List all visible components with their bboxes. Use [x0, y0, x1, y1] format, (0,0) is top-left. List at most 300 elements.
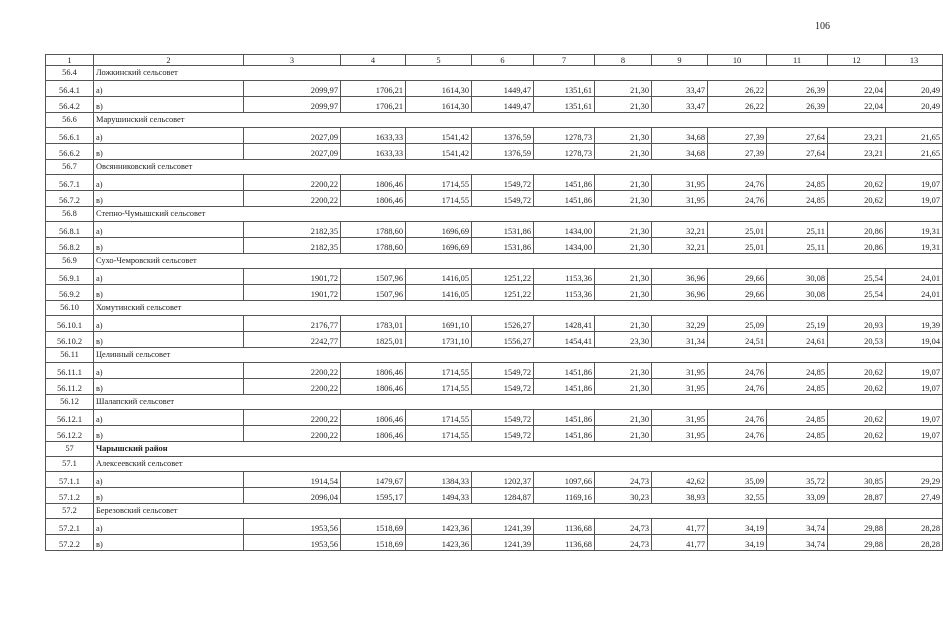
- table-row: [46, 379, 943, 395]
- table-cell: 2200,22: [244, 379, 341, 395]
- table-cell: 31,34: [652, 332, 708, 348]
- table-cell: 21,30: [595, 316, 652, 332]
- section-row: [46, 348, 943, 363]
- section-name: Березовский сельсовет: [94, 504, 943, 519]
- table-cell: 1136,68: [534, 519, 595, 535]
- table-cell: 24,01: [886, 285, 943, 301]
- table-cell: 1241,39: [472, 519, 534, 535]
- table-cell: 1423,36: [406, 519, 472, 535]
- section-name: Хомутинский сельсовет: [94, 301, 943, 316]
- table-cell: 19,31: [886, 238, 943, 254]
- table-cell: 1251,22: [472, 269, 534, 285]
- row-code: 56.10.2: [46, 332, 94, 348]
- table-cell: 21,30: [595, 363, 652, 379]
- row-label: а): [94, 363, 244, 379]
- table-cell: 2200,22: [244, 410, 341, 426]
- table-cell: 1434,00: [534, 238, 595, 254]
- table-cell: 1806,46: [341, 191, 406, 207]
- column-header: 5: [406, 55, 472, 66]
- table-cell: 24,01: [886, 269, 943, 285]
- table-cell: 21,30: [595, 222, 652, 238]
- row-label: а): [94, 316, 244, 332]
- table-cell: 30,85: [828, 472, 886, 488]
- table-cell: 24,85: [767, 191, 828, 207]
- table-cell: 20,49: [886, 81, 943, 97]
- table-cell: 31,95: [652, 191, 708, 207]
- table-cell: 1714,55: [406, 175, 472, 191]
- table-cell: 31,95: [652, 426, 708, 442]
- table-cell: 1691,10: [406, 316, 472, 332]
- table-cell: 2200,22: [244, 191, 341, 207]
- row-label: а): [94, 128, 244, 144]
- row-code: 56.6.2: [46, 144, 94, 160]
- table-cell: 1376,59: [472, 144, 534, 160]
- table-cell: 1153,36: [534, 285, 595, 301]
- table-cell: 1706,21: [341, 81, 406, 97]
- table-cell: 2099,97: [244, 97, 341, 113]
- table-cell: 2176,77: [244, 316, 341, 332]
- table-cell: 28,28: [886, 535, 943, 551]
- table-row: [46, 426, 943, 442]
- row-label: а): [94, 410, 244, 426]
- table-row: [46, 363, 943, 379]
- row-code: 56.8: [46, 207, 94, 222]
- table-cell: 1549,72: [472, 363, 534, 379]
- table-cell: 1451,86: [534, 410, 595, 426]
- table-cell: 21,30: [595, 128, 652, 144]
- table-cell: 1451,86: [534, 363, 595, 379]
- table-cell: 24,76: [708, 191, 767, 207]
- table-cell: 24,85: [767, 426, 828, 442]
- table-cell: 38,93: [652, 488, 708, 504]
- table-cell: 1454,41: [534, 332, 595, 348]
- table-cell: 21,30: [595, 191, 652, 207]
- table-row: [46, 97, 943, 113]
- section-row: [46, 457, 943, 472]
- column-header: 12: [828, 55, 886, 66]
- row-code: 57.1.1: [46, 472, 94, 488]
- table-cell: 1423,36: [406, 535, 472, 551]
- table-cell: 35,09: [708, 472, 767, 488]
- table-cell: 24,76: [708, 175, 767, 191]
- row-label: в): [94, 144, 244, 160]
- table-cell: 2096,04: [244, 488, 341, 504]
- table-cell: 21,30: [595, 379, 652, 395]
- table-cell: 1479,67: [341, 472, 406, 488]
- table-cell: 2027,09: [244, 144, 341, 160]
- table-cell: 1788,60: [341, 238, 406, 254]
- table-cell: 19,07: [886, 191, 943, 207]
- table-cell: 20,62: [828, 191, 886, 207]
- row-code: 57.2.2: [46, 535, 94, 551]
- table-row: [46, 472, 943, 488]
- table-cell: 25,19: [767, 316, 828, 332]
- row-code: 56.10: [46, 301, 94, 316]
- table-cell: 19,07: [886, 175, 943, 191]
- section-row: [46, 254, 943, 269]
- table-cell: 24,73: [595, 535, 652, 551]
- table-cell: 2200,22: [244, 175, 341, 191]
- table-cell: 1451,86: [534, 379, 595, 395]
- table-row: [46, 410, 943, 426]
- table-cell: 21,30: [595, 269, 652, 285]
- table-cell: 21,30: [595, 175, 652, 191]
- table-cell: 1434,00: [534, 222, 595, 238]
- row-label: а): [94, 222, 244, 238]
- table-cell: 25,54: [828, 285, 886, 301]
- table-cell: 21,65: [886, 128, 943, 144]
- row-label: а): [94, 81, 244, 97]
- table-cell: 1507,96: [341, 269, 406, 285]
- row-code: 56.8.1: [46, 222, 94, 238]
- table-cell: 31,95: [652, 175, 708, 191]
- row-code: 56.7.1: [46, 175, 94, 191]
- table-cell: 25,11: [767, 238, 828, 254]
- row-code: 57.2: [46, 504, 94, 519]
- table-cell: 1914,54: [244, 472, 341, 488]
- table-cell: 1531,86: [472, 222, 534, 238]
- table-cell: 1494,33: [406, 488, 472, 504]
- table-cell: 1806,46: [341, 379, 406, 395]
- table-cell: 1202,37: [472, 472, 534, 488]
- row-code: 57.2.1: [46, 519, 94, 535]
- row-code: 56.9.1: [46, 269, 94, 285]
- row-code: 57.1.2: [46, 488, 94, 504]
- table-cell: 1953,56: [244, 535, 341, 551]
- section-name: Степно-Чумышский сельсовет: [94, 207, 943, 222]
- table-cell: 31,95: [652, 410, 708, 426]
- table-cell: 32,21: [652, 238, 708, 254]
- table-cell: 2099,97: [244, 81, 341, 97]
- row-label: а): [94, 175, 244, 191]
- table-cell: 1714,55: [406, 191, 472, 207]
- table-cell: 1241,39: [472, 535, 534, 551]
- table-cell: 29,66: [708, 269, 767, 285]
- row-code: 56.11: [46, 348, 94, 363]
- table-cell: 19,07: [886, 410, 943, 426]
- table-cell: 32,29: [652, 316, 708, 332]
- table-cell: 1714,55: [406, 410, 472, 426]
- table-cell: 1416,05: [406, 269, 472, 285]
- section-name: Сухо-Чемровский сельсовет: [94, 254, 943, 269]
- header-row: [46, 55, 943, 66]
- column-header: 1: [46, 55, 94, 66]
- section-name: Целинный сельсовет: [94, 348, 943, 363]
- row-label: в): [94, 535, 244, 551]
- table-cell: 1384,33: [406, 472, 472, 488]
- table-cell: 1549,72: [472, 175, 534, 191]
- table-row: [46, 285, 943, 301]
- table-cell: 1696,69: [406, 238, 472, 254]
- table-cell: 24,76: [708, 410, 767, 426]
- table-cell: 19,04: [886, 332, 943, 348]
- table-row: [46, 535, 943, 551]
- table-cell: 35,72: [767, 472, 828, 488]
- table-cell: 1428,41: [534, 316, 595, 332]
- column-header: 13: [886, 55, 943, 66]
- table-cell: 23,21: [828, 144, 886, 160]
- table-cell: 29,88: [828, 519, 886, 535]
- table-cell: 20,62: [828, 175, 886, 191]
- table-cell: 1526,27: [472, 316, 534, 332]
- table-cell: 24,85: [767, 175, 828, 191]
- table-cell: 20,93: [828, 316, 886, 332]
- table-cell: 36,96: [652, 269, 708, 285]
- table-cell: 24,73: [595, 472, 652, 488]
- table-cell: 25,01: [708, 238, 767, 254]
- table-row: [46, 332, 943, 348]
- table-cell: 28,87: [828, 488, 886, 504]
- table-cell: 19,07: [886, 363, 943, 379]
- table-cell: 1806,46: [341, 363, 406, 379]
- table-cell: 24,76: [708, 363, 767, 379]
- column-header: 2: [94, 55, 244, 66]
- table-cell: 23,21: [828, 128, 886, 144]
- table-cell: 24,85: [767, 379, 828, 395]
- table-cell: 1451,86: [534, 426, 595, 442]
- row-code: 56.8.2: [46, 238, 94, 254]
- row-code: 56.11.2: [46, 379, 94, 395]
- table-row: [46, 238, 943, 254]
- table-cell: 26,39: [767, 81, 828, 97]
- table-cell: 20,53: [828, 332, 886, 348]
- section-row: [46, 301, 943, 316]
- table-cell: 20,62: [828, 426, 886, 442]
- table-cell: 31,95: [652, 379, 708, 395]
- section-name: Алексеевский сельсовет: [94, 457, 943, 472]
- table-cell: 26,39: [767, 97, 828, 113]
- table-cell: 24,73: [595, 519, 652, 535]
- table-cell: 1901,72: [244, 285, 341, 301]
- table-cell: 25,54: [828, 269, 886, 285]
- table-row: [46, 175, 943, 191]
- table-cell: 1825,01: [341, 332, 406, 348]
- table-cell: 32,21: [652, 222, 708, 238]
- table-cell: 20,86: [828, 222, 886, 238]
- table-cell: 1278,73: [534, 144, 595, 160]
- table-cell: 1806,46: [341, 175, 406, 191]
- table-cell: 31,95: [652, 363, 708, 379]
- row-label: в): [94, 332, 244, 348]
- table-cell: 21,30: [595, 81, 652, 97]
- table-cell: 19,31: [886, 222, 943, 238]
- table-cell: 2027,09: [244, 128, 341, 144]
- table-cell: 30,08: [767, 269, 828, 285]
- table-cell: 30,08: [767, 285, 828, 301]
- table-row: [46, 316, 943, 332]
- row-label: а): [94, 269, 244, 285]
- table-body: [46, 55, 943, 551]
- table-cell: 2200,22: [244, 363, 341, 379]
- table-cell: 26,22: [708, 97, 767, 113]
- table-cell: 34,74: [767, 519, 828, 535]
- table-cell: 1633,33: [341, 144, 406, 160]
- table-cell: 1714,55: [406, 379, 472, 395]
- row-code: 57: [46, 442, 94, 457]
- row-code: 56.7: [46, 160, 94, 175]
- table-cell: 19,39: [886, 316, 943, 332]
- table-cell: 1549,72: [472, 191, 534, 207]
- table-row: [46, 488, 943, 504]
- table-cell: 20,62: [828, 363, 886, 379]
- row-label: в): [94, 488, 244, 504]
- row-label: в): [94, 238, 244, 254]
- table-cell: 20,62: [828, 410, 886, 426]
- section-name: Овсянниковский сельсовет: [94, 160, 943, 175]
- row-code: 56.4.2: [46, 97, 94, 113]
- row-code: 56.12.1: [46, 410, 94, 426]
- table-cell: 29,29: [886, 472, 943, 488]
- row-code: 56.9.2: [46, 285, 94, 301]
- row-label: в): [94, 97, 244, 113]
- table-cell: 1714,55: [406, 363, 472, 379]
- table-cell: 29,66: [708, 285, 767, 301]
- table-cell: 1541,42: [406, 128, 472, 144]
- section-name: Ложкинский сельсовет: [94, 66, 943, 81]
- table-cell: 1376,59: [472, 128, 534, 144]
- table-cell: 42,62: [652, 472, 708, 488]
- section-row: [46, 66, 943, 81]
- table-cell: 19,07: [886, 426, 943, 442]
- data-table: [45, 54, 943, 551]
- row-label: в): [94, 285, 244, 301]
- row-label: в): [94, 426, 244, 442]
- table-cell: 25,01: [708, 222, 767, 238]
- table-cell: 34,68: [652, 128, 708, 144]
- table-cell: 21,30: [595, 238, 652, 254]
- row-code: 56.7.2: [46, 191, 94, 207]
- table-cell: 2182,35: [244, 238, 341, 254]
- table-cell: 2242,77: [244, 332, 341, 348]
- row-label: в): [94, 379, 244, 395]
- table-cell: 34,74: [767, 535, 828, 551]
- table-cell: 1549,72: [472, 426, 534, 442]
- table-cell: 24,85: [767, 410, 828, 426]
- table-cell: 33,47: [652, 81, 708, 97]
- table-row: [46, 519, 943, 535]
- row-code: 56.4.1: [46, 81, 94, 97]
- table-cell: 1549,72: [472, 379, 534, 395]
- column-header: 3: [244, 55, 341, 66]
- row-label: а): [94, 519, 244, 535]
- table-cell: 1278,73: [534, 128, 595, 144]
- column-header: 11: [767, 55, 828, 66]
- column-header: 8: [595, 55, 652, 66]
- table-cell: 1097,66: [534, 472, 595, 488]
- column-header: 6: [472, 55, 534, 66]
- table-cell: 24,76: [708, 379, 767, 395]
- table-cell: 1549,72: [472, 410, 534, 426]
- table-cell: 2182,35: [244, 222, 341, 238]
- table-cell: 1783,01: [341, 316, 406, 332]
- table-cell: 28,28: [886, 519, 943, 535]
- row-code: 57.1: [46, 457, 94, 472]
- table-cell: 1169,16: [534, 488, 595, 504]
- column-header: 7: [534, 55, 595, 66]
- table-cell: 1449,47: [472, 97, 534, 113]
- section-row: [46, 207, 943, 222]
- table-cell: 1788,60: [341, 222, 406, 238]
- column-header: 9: [652, 55, 708, 66]
- table-cell: 33,47: [652, 97, 708, 113]
- table-cell: 34,19: [708, 535, 767, 551]
- table-cell: 1901,72: [244, 269, 341, 285]
- table-cell: 1518,69: [341, 535, 406, 551]
- row-code: 56.11.1: [46, 363, 94, 379]
- table-cell: 41,77: [652, 535, 708, 551]
- table-row: [46, 144, 943, 160]
- table-cell: 1351,61: [534, 97, 595, 113]
- row-code: 56.6: [46, 113, 94, 128]
- table-cell: 21,30: [595, 144, 652, 160]
- row-label: в): [94, 191, 244, 207]
- table-cell: 24,51: [708, 332, 767, 348]
- row-code: 56.4: [46, 66, 94, 81]
- table-cell: 1507,96: [341, 285, 406, 301]
- table-cell: 1806,46: [341, 410, 406, 426]
- table-cell: 32,55: [708, 488, 767, 504]
- table-cell: 41,77: [652, 519, 708, 535]
- table-cell: 1351,61: [534, 81, 595, 97]
- table-cell: 1531,86: [472, 238, 534, 254]
- table-cell: 34,68: [652, 144, 708, 160]
- table-cell: 21,30: [595, 410, 652, 426]
- table-cell: 1153,36: [534, 269, 595, 285]
- table-cell: 1714,55: [406, 426, 472, 442]
- table-cell: 27,49: [886, 488, 943, 504]
- column-header: 4: [341, 55, 406, 66]
- table-cell: 1614,30: [406, 97, 472, 113]
- table-row: [46, 128, 943, 144]
- table-cell: 36,96: [652, 285, 708, 301]
- row-code: 56.10.1: [46, 316, 94, 332]
- table-cell: 20,62: [828, 379, 886, 395]
- table-cell: 2200,22: [244, 426, 341, 442]
- table-cell: 1953,56: [244, 519, 341, 535]
- section-name: Шалапский сельсовет: [94, 395, 943, 410]
- section-row: [46, 504, 943, 519]
- table-cell: 1595,17: [341, 488, 406, 504]
- table-cell: 23,30: [595, 332, 652, 348]
- table-cell: 25,11: [767, 222, 828, 238]
- table-cell: 22,04: [828, 81, 886, 97]
- table-cell: 1614,30: [406, 81, 472, 97]
- table-row: [46, 222, 943, 238]
- row-code: 56.9: [46, 254, 94, 269]
- table-cell: 1633,33: [341, 128, 406, 144]
- district-row: [46, 442, 943, 457]
- column-header: 10: [708, 55, 767, 66]
- table-cell: 27,39: [708, 128, 767, 144]
- table-cell: 1518,69: [341, 519, 406, 535]
- district-name: Чарышский район: [94, 442, 943, 457]
- table-cell: 1136,68: [534, 535, 595, 551]
- table-cell: 26,22: [708, 81, 767, 97]
- section-row: [46, 395, 943, 410]
- table-cell: 1284,87: [472, 488, 534, 504]
- table-cell: 22,04: [828, 97, 886, 113]
- table-row: [46, 81, 943, 97]
- table-cell: 21,30: [595, 285, 652, 301]
- table-cell: 1706,21: [341, 97, 406, 113]
- table-cell: 34,19: [708, 519, 767, 535]
- table-cell: 24,85: [767, 363, 828, 379]
- table-cell: 24,76: [708, 426, 767, 442]
- table-cell: 19,07: [886, 379, 943, 395]
- table-cell: 1556,27: [472, 332, 534, 348]
- section-name: Марушинский сельсовет: [94, 113, 943, 128]
- table-row: [46, 191, 943, 207]
